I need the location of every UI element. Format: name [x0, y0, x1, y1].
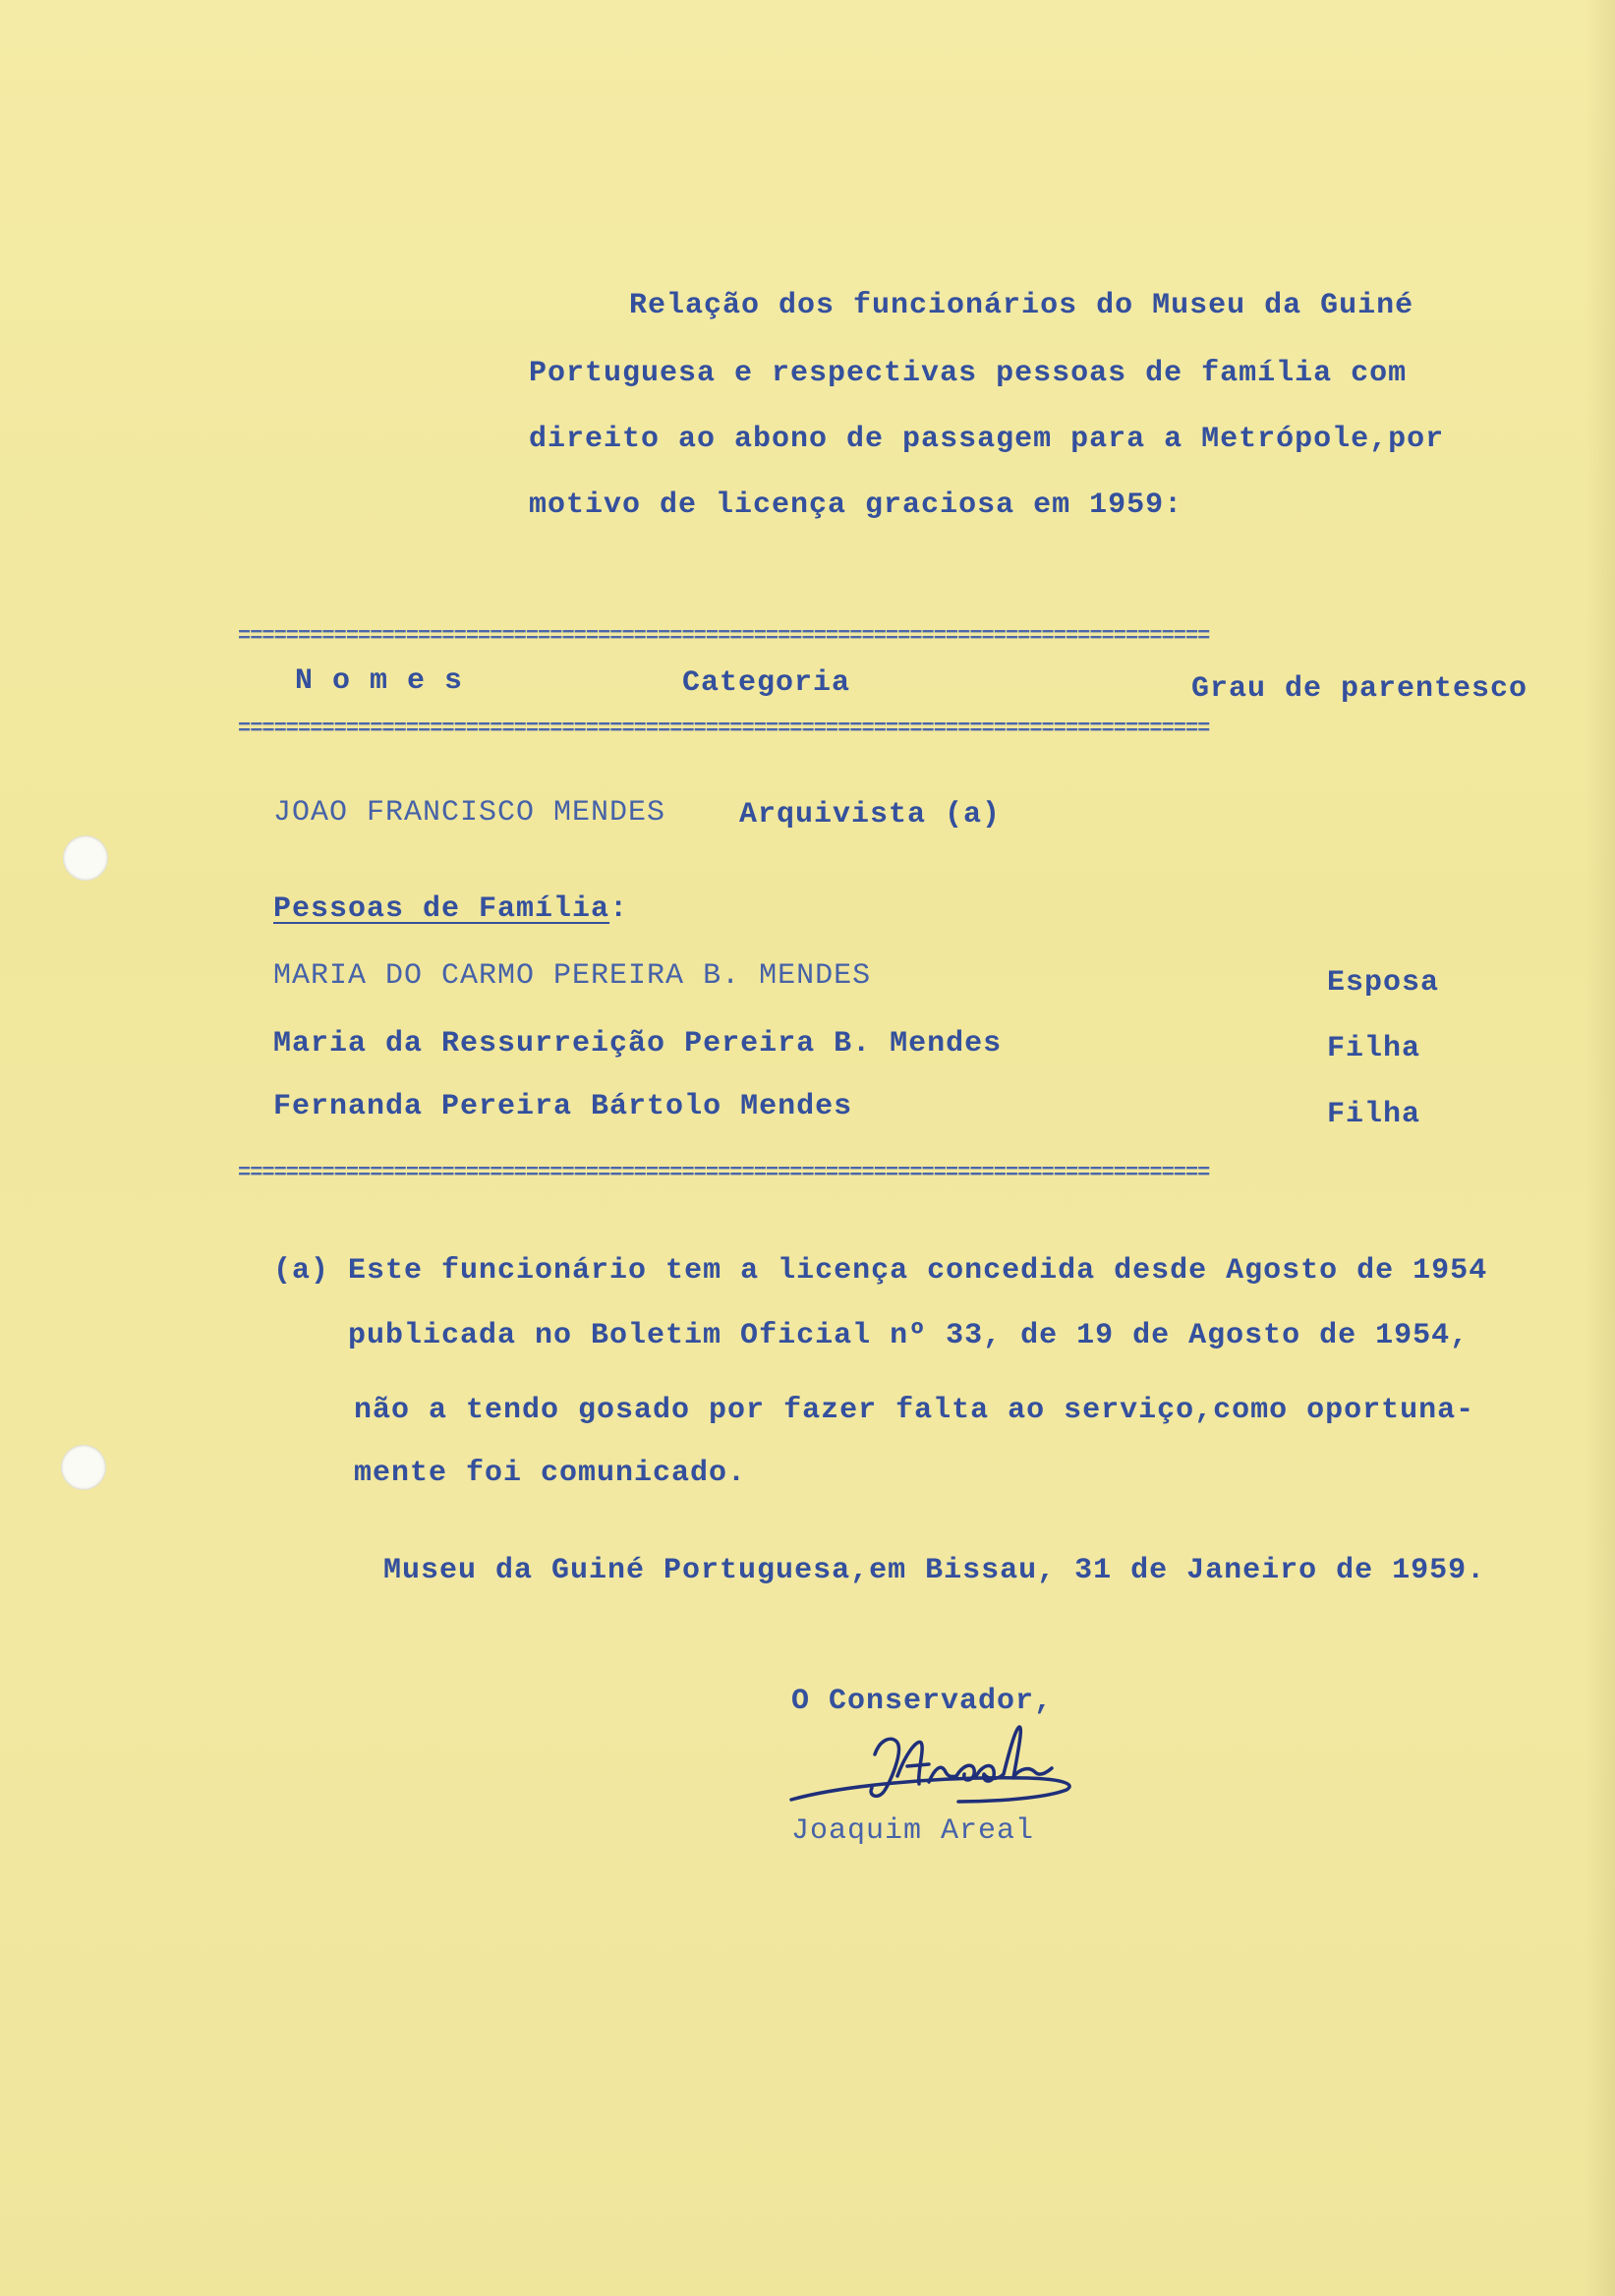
place-and-date: Museu da Guiné Portuguesa,em Bissau, 31 de Janeiro de 1959. — [383, 1554, 1486, 1587]
employee-name: JOAO FRANCISCO MENDES — [273, 796, 666, 830]
separator-header: ================================================================================= — [238, 721, 1210, 737]
column-header-relationship: Grau de parentesco — [1191, 672, 1528, 706]
family-section-heading — [273, 894, 628, 924]
footnote-line-4: mente foi comunicado. — [354, 1457, 747, 1490]
family-member-1-relationship: Esposa — [1327, 966, 1440, 1000]
family-section-label: Pessoas de Família — [273, 892, 610, 926]
footnote-line-3: não a tendo gosado por fazer falta ao serviço,como oportuna- — [354, 1394, 1475, 1427]
heading-line-1: Relação dos funcionários do Museu da Guiné — [629, 289, 1414, 322]
heading-line-2: Portuguesa e respectivas pessoas de família com — [529, 357, 1408, 390]
family-member-3-relationship: Filha — [1327, 1098, 1421, 1131]
family-member-2-relationship: Filha — [1327, 1032, 1421, 1065]
punch-hole-top — [63, 835, 108, 881]
signatory-name: Joaquim Areal — [791, 1814, 1035, 1848]
separator-bottom: ================================================================================= — [238, 1166, 1210, 1181]
employee-category: Arquivista (a) — [739, 798, 1002, 832]
heading-line-3: direito ao abono de passagem para a Metrópole,por — [529, 423, 1445, 456]
signoff-title: O Conservador, — [791, 1685, 1054, 1718]
punch-hole-bottom — [61, 1445, 106, 1490]
page-edge-shadow — [1586, 0, 1615, 2296]
family-member-2-name: Maria da Ressurreição Pereira B. Mendes — [273, 1027, 1003, 1061]
family-member-3-name: Fernanda Pereira Bártolo Mendes — [273, 1090, 853, 1123]
handwritten-signature — [781, 1715, 1096, 1823]
column-header-category: Categoria — [682, 666, 851, 700]
family-section-colon: : — [609, 892, 629, 926]
footnote-line-2: publicada no Boletim Oficial nº 33, de 19 de Agosto de 1954, — [348, 1319, 1470, 1352]
family-member-1-name: MARIA DO CARMO PEREIRA B. MENDES — [273, 959, 872, 993]
heading-line-4: motivo de licença graciosa em 1959: — [529, 488, 1183, 522]
separator-top: ================================================================================= — [238, 629, 1210, 645]
footnote-line-1: (a) Este funcionário tem a licença concedida desde Agosto de 1954 — [273, 1254, 1488, 1288]
column-header-names: N o m e s — [295, 664, 464, 698]
